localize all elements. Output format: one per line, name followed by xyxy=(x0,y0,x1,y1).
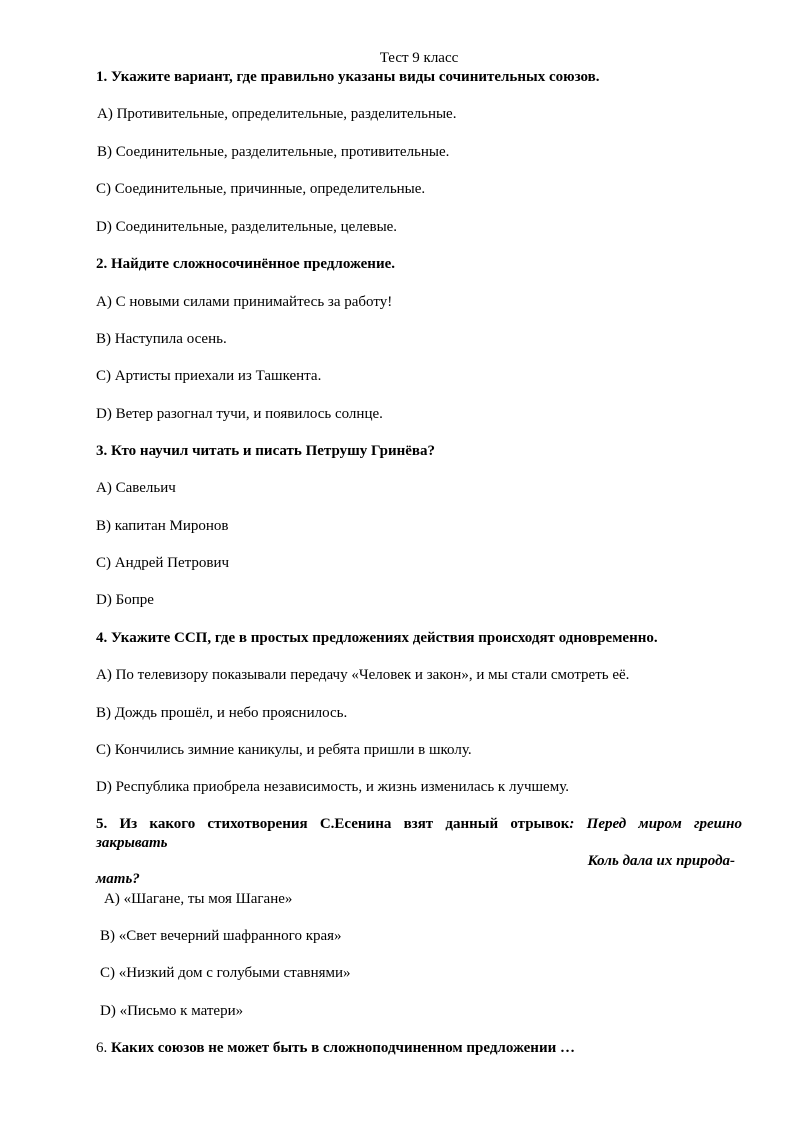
q4-option-a: A) По телевизору показывали передачу «Человек и закон», и мы стали смотреть её. xyxy=(96,667,630,683)
q5-option-d: D) «Письмо к матери» xyxy=(100,1003,244,1019)
question-6-number: 6. xyxy=(96,1040,108,1056)
q1-option-d: D) Соединительные, разделительные, целевые. xyxy=(96,219,398,235)
question-5-quote-line-2: закрывать xyxy=(96,835,168,851)
question-5-quote-line-4: мать? xyxy=(96,871,140,887)
q2-option-d: D) Ветер разогнал тучи, и появилось солнце. xyxy=(96,406,383,422)
q4-option-b: B) Дождь прошёл, и небо прояснилось. xyxy=(96,705,348,721)
page-title: Тест 9 класс xyxy=(379,50,459,66)
q1-option-c: C) Соединительные, причинные, определительные. xyxy=(96,181,426,197)
q2-option-a: A) С новыми силами принимайтесь за работу! xyxy=(96,294,393,310)
question-6-text: Каких союзов не может быть в сложноподчиненном предложении … xyxy=(107,1040,575,1056)
q3-option-b: B) капитан Миронов xyxy=(96,518,229,534)
question-2: 2. Найдите сложносочинённое предложение. xyxy=(96,256,396,272)
q4-option-c: C) Кончились зимние каникулы, и ребята пришли в школу. xyxy=(96,742,472,758)
q5-option-a: A) «Шагане, ты моя Шагане» xyxy=(104,891,293,907)
question-6 xyxy=(96,1039,575,1057)
question-1: 1. Укажите вариант, где правильно указаны виды сочинительных союзов. xyxy=(96,69,600,85)
q4-option-d: D) Республика приобрела независимость, и жизнь изменилась к лучшему. xyxy=(96,779,569,795)
question-4: 4. Укажите ССП, где в простых предложениях действия происходят одновременно. xyxy=(96,630,658,646)
q3-option-d: D) Бопре xyxy=(96,592,154,608)
question-3: 3. Кто научил читать и писать Петрушу Гринёва? xyxy=(96,443,435,459)
q3-option-c: C) Андрей Петрович xyxy=(96,555,230,571)
q2-option-c: C) Артисты приехали из Ташкента. xyxy=(96,368,322,384)
q1-option-a: A) Противительные, определительные, разделительные. xyxy=(97,106,457,122)
q2-option-b: B) Наступила осень. xyxy=(96,331,227,347)
q5-option-c: C) «Низкий дом с голубыми ставнями» xyxy=(100,965,351,981)
question-5-line-1 xyxy=(96,815,742,834)
q3-option-a: A) Савельич xyxy=(96,480,176,496)
q5-option-b: B) «Свет вечерний шафранного края» xyxy=(100,928,342,944)
q1-option-b: B) Соединительные, разделительные, противительные. xyxy=(97,144,450,160)
question-5-text: 5. Из какого стихотворения С.Есенина взят данный отрывок xyxy=(96,816,570,832)
question-5-quote-start: Перед миром грешно xyxy=(574,816,742,832)
question-5-quote-line-3: Коль дала их природа- xyxy=(587,853,735,869)
question-5-colon: : xyxy=(569,816,575,832)
